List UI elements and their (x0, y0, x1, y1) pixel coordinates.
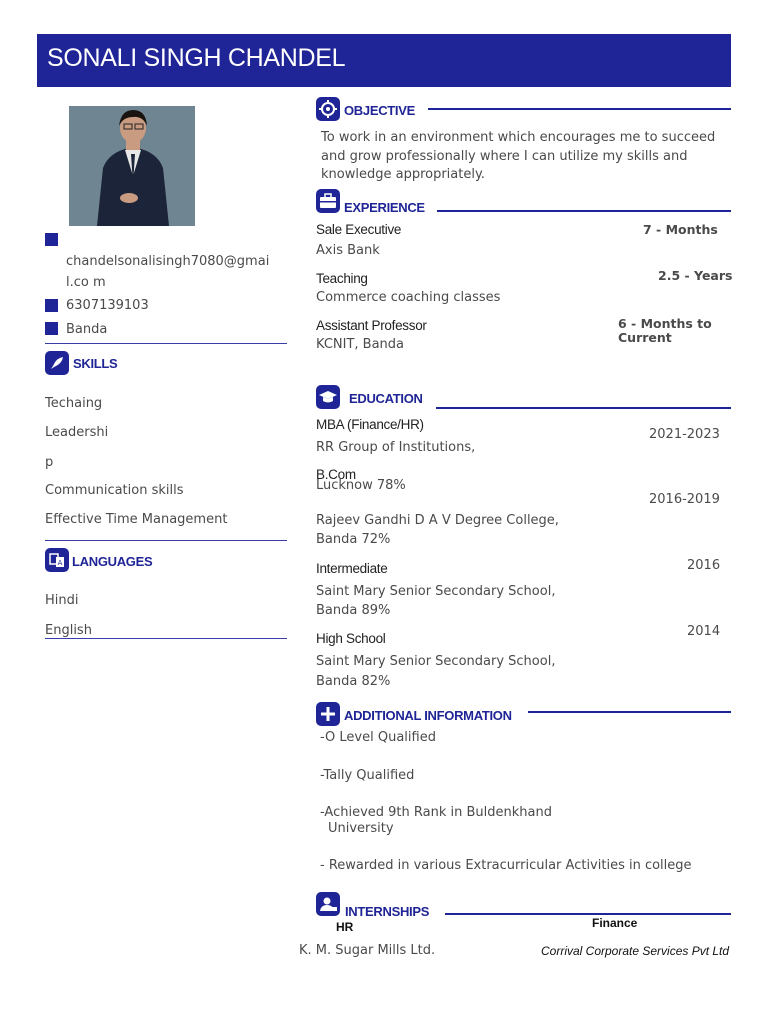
skill-item: p (45, 455, 54, 470)
job-duration: 2.5 - Years (658, 268, 733, 283)
edu-degree: MBA (Finance/HR) (316, 417, 424, 432)
email-line-1: chandelsonalisingh7080@gmai (66, 254, 270, 269)
edu-degree: High School (316, 631, 386, 646)
edu-institution: RR Group of Institutions, (316, 440, 476, 455)
education-rule (436, 407, 731, 409)
svg-text:A: A (57, 559, 63, 567)
phone-bullet-icon (45, 299, 58, 312)
phone-number: 6307139103 (66, 298, 149, 313)
edu-institution: Saint Mary Senior Secondary School, (316, 584, 556, 599)
job-role: Sale Executive (316, 222, 402, 237)
experience-title: EXPERIENCE (344, 200, 425, 215)
language-item: English (45, 623, 92, 638)
edu-years: 2014 (687, 624, 721, 639)
person-photo-icon (69, 106, 195, 226)
translate-icon (45, 548, 69, 572)
internships-rule (445, 913, 731, 915)
additional-title: ADDITIONAL INFORMATION (344, 708, 512, 723)
job-duration-cont: Current (618, 330, 672, 345)
location: Banda (66, 322, 108, 337)
skill-item: Communication skills (45, 483, 184, 498)
languages-divider (45, 638, 287, 639)
objective-line: and grow professionally where I can utilize my skills and (321, 149, 688, 164)
objective-rule (428, 108, 731, 110)
profile-photo (69, 106, 195, 226)
edu-institution-cont: Banda 89% (316, 603, 391, 618)
edu-years: 2016-2019 (649, 492, 720, 507)
edu-institution-cont: Banda 82% (316, 674, 391, 689)
languages-title: LANGUAGES (72, 554, 153, 569)
objective-title: OBJECTIVE (344, 103, 415, 118)
target-icon (316, 97, 340, 121)
internship-company: Corrival Corporate Services Pvt Ltd (541, 944, 730, 958)
objective-line: knowledge appropriately. (321, 167, 485, 182)
job-org: Axis Bank (316, 243, 380, 258)
objective-line: To work in an environment which encourages me to succeed (321, 130, 716, 145)
edu-degree: B.Com (316, 467, 356, 482)
person-card-icon (316, 892, 340, 916)
experience-rule (437, 210, 731, 212)
edu-institution: Saint Mary Senior Secondary School, (316, 654, 556, 669)
skill-item: Effective Time Management (45, 512, 228, 527)
briefcase-icon (316, 189, 340, 213)
skills-title: SKILLS (73, 356, 118, 371)
internships-title: INTERNSHIPS (345, 904, 430, 919)
job-role: Teaching (316, 271, 368, 286)
skill-item: Techaing (45, 396, 103, 411)
skills-divider (45, 540, 287, 541)
additional-item: -O Level Qualified (320, 730, 436, 745)
edu-years: 2021-2023 (649, 427, 720, 442)
edu-institution-cont: Banda 72% (316, 532, 391, 547)
edu-degree: Intermediate (316, 561, 388, 576)
additional-item: -Tally Qualified (320, 768, 415, 783)
additional-item-cont: University (328, 821, 394, 836)
additional-item: - Rewarded in various Extracurricular Activities in college (320, 858, 692, 873)
candidate-name: SONALI SINGH CHANDEL (47, 44, 346, 72)
job-org: Commerce coaching classes (316, 290, 501, 305)
edu-institution-cont: Lucknow 78% (316, 478, 406, 493)
internship-field: HR (336, 920, 354, 934)
internship-company: K. M. Sugar Mills Ltd. (299, 943, 436, 958)
job-duration: 6 - Months to (618, 316, 712, 331)
edu-institution: Rajeev Gandhi D A V Degree College, (316, 513, 559, 528)
additional-rule (528, 711, 731, 713)
job-role: Assistant Professor (316, 318, 427, 333)
rocket-icon (45, 351, 69, 375)
location-bullet-icon (45, 322, 58, 335)
internship-field: Finance (592, 916, 638, 930)
skill-item: Leadershi (45, 425, 109, 440)
education-title: EDUCATION (349, 391, 423, 406)
additional-item: -Achieved 9th Rank in Buldenkhand (320, 805, 552, 820)
plus-icon (316, 702, 340, 726)
job-duration: 7 - Months (643, 222, 718, 237)
job-org: KCNIT, Banda (316, 337, 404, 352)
contact-divider (45, 343, 287, 344)
graduation-cap-icon (316, 385, 340, 409)
email-line-2: l.co m (66, 275, 106, 290)
language-item: Hindi (45, 593, 79, 608)
edu-years: 2016 (687, 558, 721, 573)
email-bullet-icon (45, 233, 58, 246)
